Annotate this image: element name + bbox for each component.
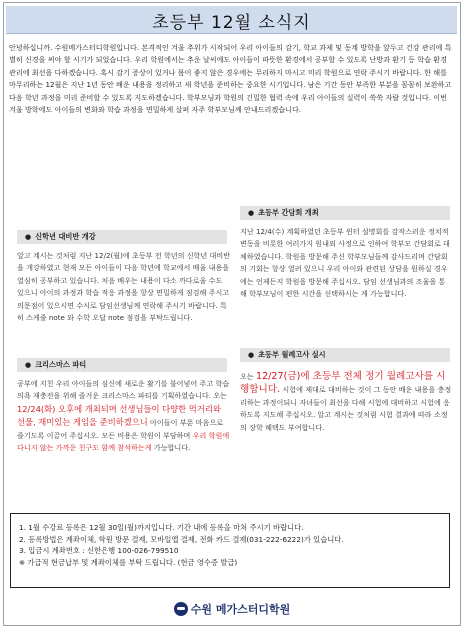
bullet-icon: ● (25, 233, 32, 241)
section-heading-christmas (17, 358, 227, 372)
title-banner (6, 6, 457, 34)
section-title: 크리스마스 파티 (35, 360, 87, 369)
section-text: 아이들이 부푼 마음으로 즐기도록 이끌어 주십시오. 모든 비용은 학원이 부담하며 (17, 418, 224, 440)
notice-line: 2. 등록방법은 계좌이체, 학원 방문 결제, 모바일앱 결제, 전화 카드 결제(031-222-6222)가 있습니다. (19, 534, 344, 544)
bullet-icon: ● (248, 351, 255, 359)
page-title: 초등부 12월 소식지 (152, 13, 311, 33)
section-body-new-class (17, 250, 231, 324)
friend-invite-highlight: 우리 학원에 다니지 않는 가까운 친구도 함께 참석하는게 (17, 430, 230, 453)
section-body-counseling (240, 226, 452, 300)
section-title: 신학년 대비반 개강 (35, 232, 96, 241)
section-heading-new-class (17, 230, 227, 244)
section-text: 시험에 제대로 대비하는 것이 그 동안 배운 내용을 충정리하는 과정이되니 자녀들이 최선을 다해 시험에 대비하고 시험에 응하도록 지도해 주십시오. 알고 계시는 것처럼 시험 결과에 따라 소정의 장학 혜택도 부여합니다. (240, 385, 452, 432)
megastudy-logo-icon (174, 602, 188, 616)
intro-paragraph (9, 42, 455, 116)
section-body-monthly-test (240, 370, 452, 434)
section-text: 공부에 지친 우리 아이들의 심신에 새로운 활기를 불어넣어 주고 학습 의욕 재충전을 위해 즐거운 크리스마스 파티를 기획하였습니다. 오는 (17, 379, 230, 401)
section-text: 가능합니다. (151, 443, 191, 453)
bullet-icon: ● (248, 209, 255, 217)
payment-notice-box (10, 513, 450, 588)
footer (0, 598, 464, 617)
bullet-icon: ● (25, 361, 32, 369)
test-date-highlight: 12/27(금)에 초등부 전체 정기 월례고사를 시행합니다. (240, 371, 446, 396)
section-text: 오는 (240, 372, 256, 381)
academy-name: 수원 메가스터디학원 (190, 602, 291, 616)
notice-line: ※ 가급적 현금납부 및 계좌이체를 부탁 드립니다. (현금 영수증 발급) (19, 557, 238, 567)
section-text: 지난 12/4(수) 계획하였던 초등부 윈터 설명회를 감작스러운 정치적 변동을 비롯한 여러가지 원내외 사정으로 인하여 학부모 간담회로 대체하였습니다. 학원을 방문해 주신 학부모님들께 감사드리며 간담회의 기회는 항상 열려 있으니 우리 아이와 관련된 상담을 원하실 경우에는 언제든지 학원을 방문해 주십시오. 담임 선생님과의 조율을 통해 학부모님이 편한 시간을 선택하시는 게 가능합니다. (240, 227, 450, 299)
section-text: 알고 계시는 것처럼 지난 12/2(월)에 초등부 전 학년의 신학년 대비반을 개강하였고 현재 모든 아이들이 다음 학년에 학교에서 배울 내용을 열심히 공부하고 있습니다. 처음 배우는 내용이 다소 까다로울 수도 있으니 아이의 과정과 학습 적응 과정을 항상 면밀하게 점검해 주시고 의문점이 있으시면 수시로 담임선생님께 연락해 주시기 바랍니다. 특히 스케줄 note 와 수학 오답 note 점검을 부탁드립니다. (17, 251, 231, 323)
intro-text: 안녕하십니까. 수원메가스터디학원입니다. 본격적인 겨울 추위가 시작되어 우리 아이들의 감기, 학교 과제 및 동계 방학을 앞두고 건강 관리에 특별히 신경을 써야 할 시기가 되었습니다. 우리 학원에서는 추운 날씨에도 아이들이 따뜻한 환경에서 공부할 수 있도록 난방과 환기 등 학습 환경 관리에 최선을 다하겠습니다. 혹시 감기 증상이 있거나 몸이 좋지 않은 경우에는 무리하지 마시고 미리 학원으로 연락 주시기 바랍니다. 한 해를 마무리하는 12월은 지난 1년 동안 배운 내용을 정리하고 새 학년을 준비하는 중요한 시기입니다. 남은 기간 동안 부족한 부분을 꼼꼼히 보완하고 다음 학년 과정을 미리 준비할 수 있도록 지도하겠습니다. 학부모님과 학원의 긴밀한 협력 속에 우리 아이들의 실력이 쑥쑥 자랄 것입니다. 이번 겨울 방학에도 아이들의 변화와 학습 과정을 면밀하게 살펴 자주 학부모님께 안내드리겠습니다. (9, 43, 452, 115)
notice-line: 1. 1월 수강료 등록은 12월 30일(월)까지입니다. 기간 내에 등록을 마쳐 주시기 바랍니다. (19, 523, 304, 532)
section-title: 초등부 월례고사 실시 (258, 350, 326, 359)
party-date-highlight: 12/24(화) 오후에 개최되며 선생님들이 다양한 먹거리와 선물, 재미있는 게임을 준비하겠으니 (17, 403, 221, 428)
section-heading-counseling (240, 206, 450, 220)
section-title: 초등부 간담회 개최 (258, 208, 319, 217)
section-body-christmas (17, 378, 231, 454)
notice-line: 3. 입금시 계좌번호 : 신한은행 100-026-799510 (19, 546, 179, 556)
section-heading-monthly-test (240, 348, 450, 362)
